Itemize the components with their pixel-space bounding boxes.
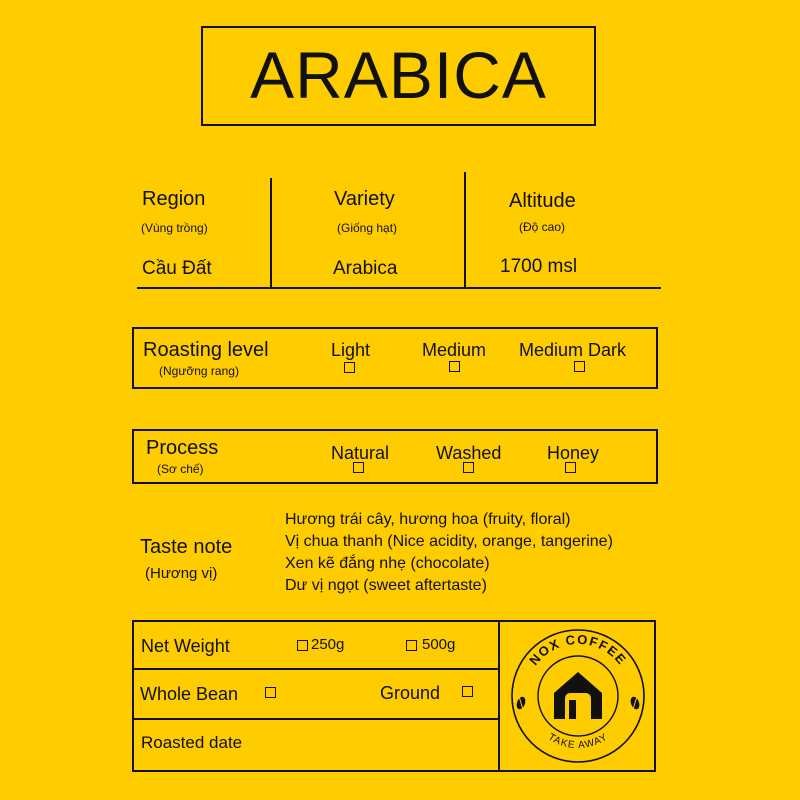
weight-500g-label: 500g [422, 636, 456, 653]
roasting-level-label: Roasting level [143, 339, 269, 361]
roast-light-checkbox[interactable] [344, 362, 355, 373]
taste-note-item: Xen kẽ đắng nhẹ (chocolate) [285, 555, 490, 572]
taste-note-item: Hương trái cây, hương hoa (fruity, floral) [285, 511, 571, 528]
logo-tagline-text: TAKE AWAY [546, 731, 610, 752]
altitude-value: 1700 msl [500, 256, 578, 277]
process-option-natural: Natural [331, 443, 390, 463]
info-divider [464, 172, 466, 288]
weight-500g-checkbox[interactable] [406, 640, 417, 651]
weight-250g-checkbox[interactable] [297, 640, 308, 651]
coffee-bean-icon [515, 696, 527, 711]
region-sublabel: (Vùng trồng) [141, 221, 208, 235]
process-natural-checkbox[interactable] [353, 462, 364, 473]
logo-brand-text: NOX COFFEE [526, 631, 630, 668]
product-title: ARABICA [250, 38, 547, 112]
bag-info-divider [498, 620, 500, 772]
taste-note-sublabel: (Hương vị) [145, 565, 218, 582]
ground-label: Ground [380, 683, 441, 703]
process-label: Process [146, 437, 219, 459]
roasting-level-sublabel: (Ngưỡng rang) [159, 364, 239, 378]
whole-bean-label: Whole Bean [140, 684, 239, 704]
taste-note-item: Dư vị ngọt (sweet aftertaste) [285, 577, 487, 594]
altitude-label: Altitude [509, 190, 576, 212]
roast-option-medium: Medium [422, 340, 487, 360]
variety-label: Variety [334, 188, 395, 210]
process-option-honey: Honey [547, 443, 600, 463]
process-sublabel: (Sơ chế) [157, 462, 204, 476]
bag-info-rule [132, 668, 500, 670]
process-washed-checkbox[interactable] [463, 462, 474, 473]
process-honey-checkbox[interactable] [565, 462, 576, 473]
roast-medium-dark-checkbox[interactable] [574, 361, 585, 372]
roast-option-medium-dark: Medium Dark [519, 340, 627, 360]
variety-value: Arabica [333, 258, 398, 279]
whole-bean-checkbox[interactable] [265, 687, 276, 698]
roasted-date-label: Roasted date [141, 733, 243, 752]
taste-note-label: Taste note [140, 536, 233, 558]
info-divider [270, 178, 272, 288]
bag-info-rule [132, 718, 500, 720]
roast-medium-checkbox[interactable] [449, 361, 460, 372]
roast-option-light: Light [331, 340, 371, 360]
house-n-icon [554, 672, 602, 719]
process-option-washed: Washed [436, 443, 502, 463]
coffee-bean-icon [629, 696, 641, 711]
region-value: Cầu Đất [142, 258, 212, 279]
taste-note-item: Vị chua thanh (Nice acidity, orange, tangerine) [285, 533, 613, 550]
altitude-sublabel: (Độ cao) [519, 220, 566, 234]
variety-sublabel: (Giống hạt) [337, 221, 398, 235]
weight-250g-label: 250g [311, 636, 345, 653]
nox-coffee-logo [504, 623, 652, 769]
net-weight-label: Net Weight [141, 636, 230, 656]
region-label: Region [142, 188, 206, 210]
info-bottom-rule [137, 287, 661, 289]
ground-checkbox[interactable] [462, 686, 473, 697]
